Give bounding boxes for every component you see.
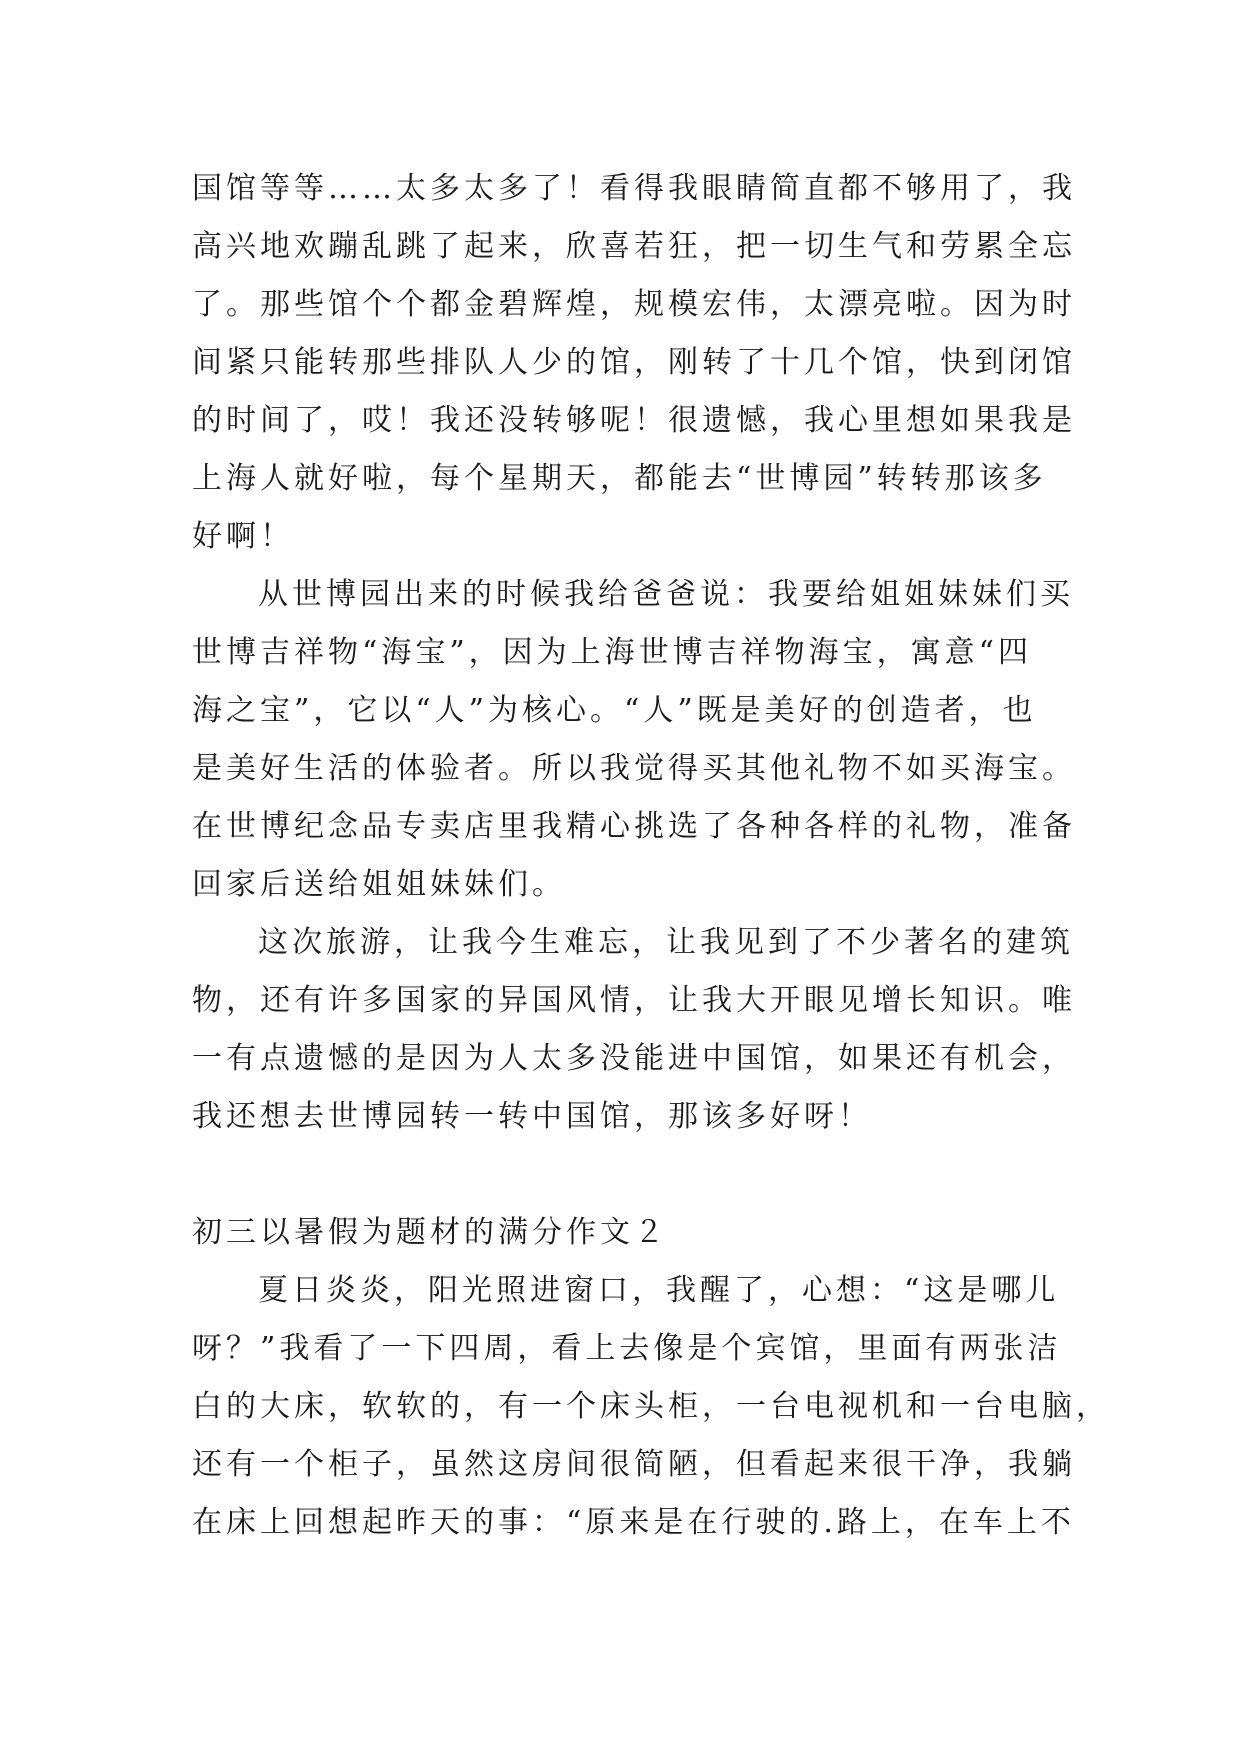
text-line: 了。那些馆个个都金碧辉煌，规模宏伟，太漂亮啦。因为时 (192, 287, 1076, 322)
text-line: 海之宝”，它以“人”为核心。“人”既是美好的创造者，也 (192, 693, 1037, 728)
text-line: 在世博纪念品专卖店里我精心挑选了各种各样的礼物，准备 (192, 809, 1076, 844)
text-line: 的时间了，哎！我还没转够呢！很遗憾，我心里想如果我是 (192, 403, 1076, 438)
text-line: 这次旅游，让我今生难忘，让我见到了不少著名的建筑 (258, 925, 1074, 960)
section-title: 初三以暑假为题材的满分作文２ (192, 1215, 668, 1250)
text-line: 呀？”我看了一下四周，看上去像是个宾馆，里面有两张洁 (192, 1331, 1062, 1366)
text-line: 白的大床，软软的，有一个床头柜，一台电视机和一台电脑， (192, 1389, 1110, 1424)
text-line: 在床上回想起昨天的事：“原来是在行驶的.路上，在车上不 (192, 1505, 1075, 1540)
text-line: 夏日炎炎，阳光照进窗口，我醒了，心想：“这是哪儿 (258, 1273, 1060, 1308)
text-line: 我还想去世博园转一转中国馆，那该多好呀！ (192, 1099, 872, 1134)
paragraph (192, 1262, 1110, 1552)
paragraph (192, 566, 1076, 914)
paragraph (192, 914, 1076, 1146)
text-line: 从世博园出来的时候我给爸爸说：我要给姐姐妹妹们买 (258, 577, 1074, 612)
text-line: 还有一个柜子，虽然这房间很简陋，但看起来很干净，我躺 (192, 1447, 1076, 1482)
document-body (192, 160, 1110, 1552)
text-line: 世博吉祥物“海宝”，因为上海世博吉祥物海宝，寓意“四 (192, 635, 1033, 670)
text-line: 回家后送给姐姐妹妹们。 (192, 867, 566, 902)
paragraph (192, 160, 1076, 566)
text-line: 一有点遗憾的是因为人太多没能进中国馆，如果还有机会， (192, 1041, 1076, 1076)
text-line: 上海人就好啦，每个星期天，都能去“世博园”转转那该多 (192, 461, 1047, 496)
paragraph-spacer (192, 1146, 1072, 1204)
text-line: 高兴地欢蹦乱跳了起来，欣喜若狂，把一切生气和劳累全忘 (192, 229, 1076, 264)
text-line: 间紧只能转那些排队人少的馆，刚转了十几个馆，快到闭馆 (192, 345, 1076, 380)
text-line: 是美好生活的体验者。所以我觉得买其他礼物不如买海宝。 (192, 751, 1076, 786)
text-line: 好啊！ (192, 519, 294, 554)
text-line: 国馆等等……太多太多了！看得我眼睛简直都不够用了，我 (192, 171, 1076, 206)
text-line: 物，还有许多国家的异国风情，让我大开眼见增长知识。唯 (192, 983, 1076, 1018)
